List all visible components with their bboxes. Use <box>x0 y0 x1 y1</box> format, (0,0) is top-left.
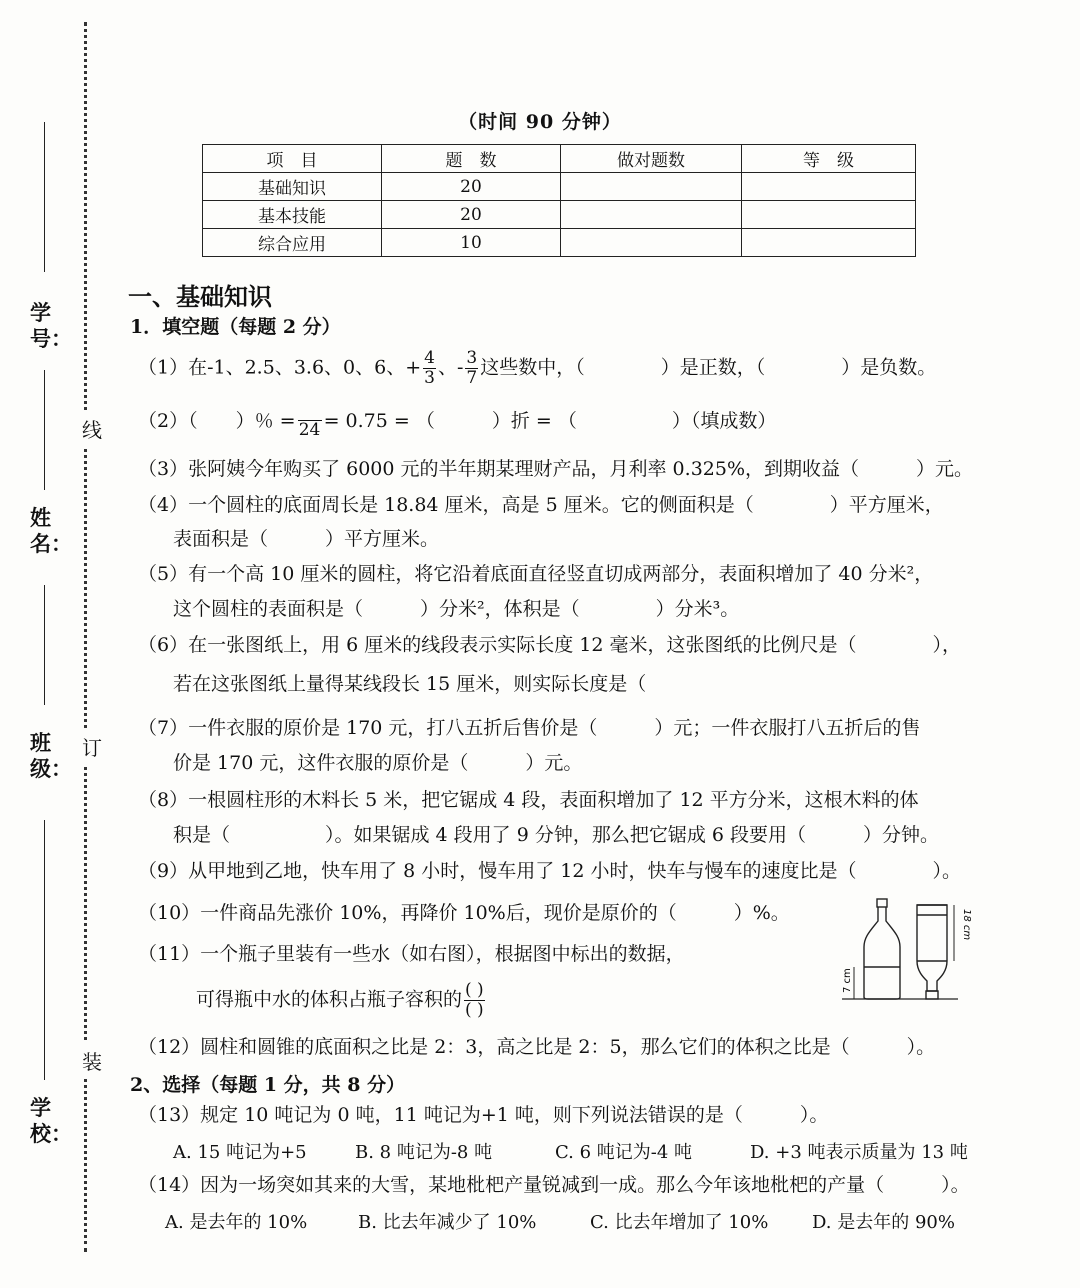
fill-blank-title: 1．填空题（每题 2 分） <box>130 316 341 338</box>
question-14: （14）因为一场突如其来的大雪，某地枇杷产量锐减到一成。那么今年该地枇杷的产量（ ）。 <box>138 1174 970 1196</box>
row-count: 20 <box>382 173 561 201</box>
option-14-b[interactable]: B. 比去年减少了 10% <box>358 1212 537 1233</box>
binding-line-4 <box>44 820 45 1080</box>
class-label: 班级： <box>30 730 72 781</box>
question-12: （12）圆柱和圆锥的底面积之比是 2：3，高之比是 2：5，那么它们的体积之比是（ ）。 <box>138 1036 936 1058</box>
header-grade: 等 级 <box>742 145 916 173</box>
row-count: 10 <box>382 229 561 257</box>
question-7-cont: 价是 170 元，这件衣服的原价是（ ）元。 <box>173 752 583 774</box>
question-13: （13）规定 10 吨记为 0 吨，11 吨记为+1 吨，则下列说法错误的是（ ）。 <box>138 1104 829 1126</box>
row-correct[interactable] <box>561 229 742 257</box>
question-8: （8）一根圆柱形的木料长 5 米，把它锯成 4 段，表面积增加了 12 平方分米，这根木料的体 <box>138 789 919 811</box>
score-table-header <box>203 145 916 173</box>
question-6-cont: 若在这张图纸上量得某线段长 15 厘米，则实际长度是（ <box>173 673 647 695</box>
question-5: （5）有一个高 10 厘米的圆柱，将它沿着底面直径竖直切成两部分，表面积增加了 40 分米²， <box>138 563 934 585</box>
option-13-b[interactable]: B. 8 吨记为-8 吨 <box>355 1142 493 1163</box>
row-correct[interactable] <box>561 173 742 201</box>
fraction: $\frac{3}{7}$ <box>466 348 478 388</box>
question-4-cont: 表面积是（ ）平方厘米。 <box>173 528 440 550</box>
row-count: 20 <box>382 201 561 229</box>
water-height-label: 7 cm <box>842 968 853 993</box>
fraction: $\frac{4}{3}$ <box>424 348 435 388</box>
header-item: 项 目 <box>203 145 382 173</box>
section-title: 一、基础知识 <box>128 282 272 311</box>
cut-mark-line: 线 <box>80 410 104 447</box>
question-4: （4）一个圆柱的底面周长是 18.84 厘米，高是 5 厘米。它的侧面积是（ ）平方厘米， <box>138 494 944 516</box>
school-label: 学校： <box>30 1095 72 1146</box>
option-13-a[interactable]: A. 15 吨记为+5 <box>173 1142 307 1163</box>
option-14-a[interactable]: A. 是去年的 10% <box>165 1212 308 1233</box>
question-6: （6）在一张图纸上，用 6 厘米的线段表示实际长度 12 毫米，这张图纸的比例尺是（ ）， <box>138 634 962 656</box>
question-9: （9）从甲地到乙地，快车用了 8 小时，慢车用了 12 小时，快车与慢车的速度比是（ ）。 <box>138 860 962 882</box>
question-5-cont: 这个圆柱的表面积是（ ）分米²，体积是（ ）分米³。 <box>173 598 740 620</box>
air-height-label: 18 cm <box>961 909 972 941</box>
name-label: 姓名： <box>30 505 72 556</box>
question-7: （7）一件衣服的原价是 170 元，打八五折后售价是（ ）元；一件衣服打八五折后的售 <box>138 717 921 739</box>
binding-line-1 <box>44 122 45 272</box>
question-1: （1）在-1、2.5、3.6、0、6、+ $\frac{4}{3}$ 、- $\frac{3}{7}$ 这些数中，（ ）是正数，（ ）是负数。 <box>138 348 937 388</box>
row-correct[interactable] <box>561 201 742 229</box>
binding-line-3 <box>44 585 45 705</box>
fraction[interactable]: $\frac{( )}{( )}$ <box>465 980 484 1020</box>
row-item: 基础知识 <box>203 173 382 201</box>
question-3: （3）张阿姨今年购买了 6000 元的半年期某理财产品，月利率 0.325%，到期收益（ ）元。 <box>138 458 974 480</box>
bottle-figure <box>840 895 972 1007</box>
score-table <box>202 144 916 257</box>
table-row <box>203 173 916 201</box>
header-count: 题 数 <box>382 145 561 173</box>
option-13-d[interactable]: D. +3 吨表示质量为 13 吨 <box>750 1142 968 1163</box>
upright-bottle <box>864 899 900 999</box>
cut-mark-bind: 装 <box>80 1042 104 1079</box>
question-11-cont: 可得瓶中水的体积占瓶子容积的 $\frac{( )}{( )}$ <box>196 980 484 1020</box>
row-item: 基本技能 <box>203 201 382 229</box>
question-10: （10）一件商品先涨价 10%，再降价 10%后，现价是原价的（ ）%。 <box>138 902 790 924</box>
binding-line-2 <box>44 370 45 490</box>
table-row <box>203 201 916 229</box>
option-13-c[interactable]: C. 6 吨记为-4 吨 <box>555 1142 693 1163</box>
inverted-bottle <box>917 905 947 999</box>
question-11: （11）一个瓶子里装有一些水（如右图），根据图中标出的数据， <box>138 943 685 965</box>
header-correct: 做对题数 <box>561 145 742 173</box>
fraction: 24 <box>298 405 322 439</box>
question-2: （2）（ ）％ = 24 = 0.75 = （ ）折 = （ ）（填成数） <box>138 405 776 439</box>
option-14-d[interactable]: D. 是去年的 90% <box>812 1212 955 1233</box>
question-8-cont: 积是（ ）。如果锯成 4 段用了 9 分钟，那么把它锯成 6 段要用（ ）分钟。 <box>173 824 940 846</box>
row-grade[interactable] <box>742 229 916 257</box>
choice-title: 2、选择（每题 1 分，共 8 分） <box>130 1074 406 1096</box>
cut-mark-staple: 订 <box>80 728 104 765</box>
dimension-marks <box>854 905 954 999</box>
student-no-label: 学号： <box>30 300 72 351</box>
row-item: 综合应用 <box>203 229 382 257</box>
table-row <box>203 229 916 257</box>
time-note: （时间 90 分钟） <box>458 111 622 133</box>
row-grade[interactable] <box>742 173 916 201</box>
row-grade[interactable] <box>742 201 916 229</box>
option-14-c[interactable]: C. 比去年增加了 10% <box>590 1212 769 1233</box>
